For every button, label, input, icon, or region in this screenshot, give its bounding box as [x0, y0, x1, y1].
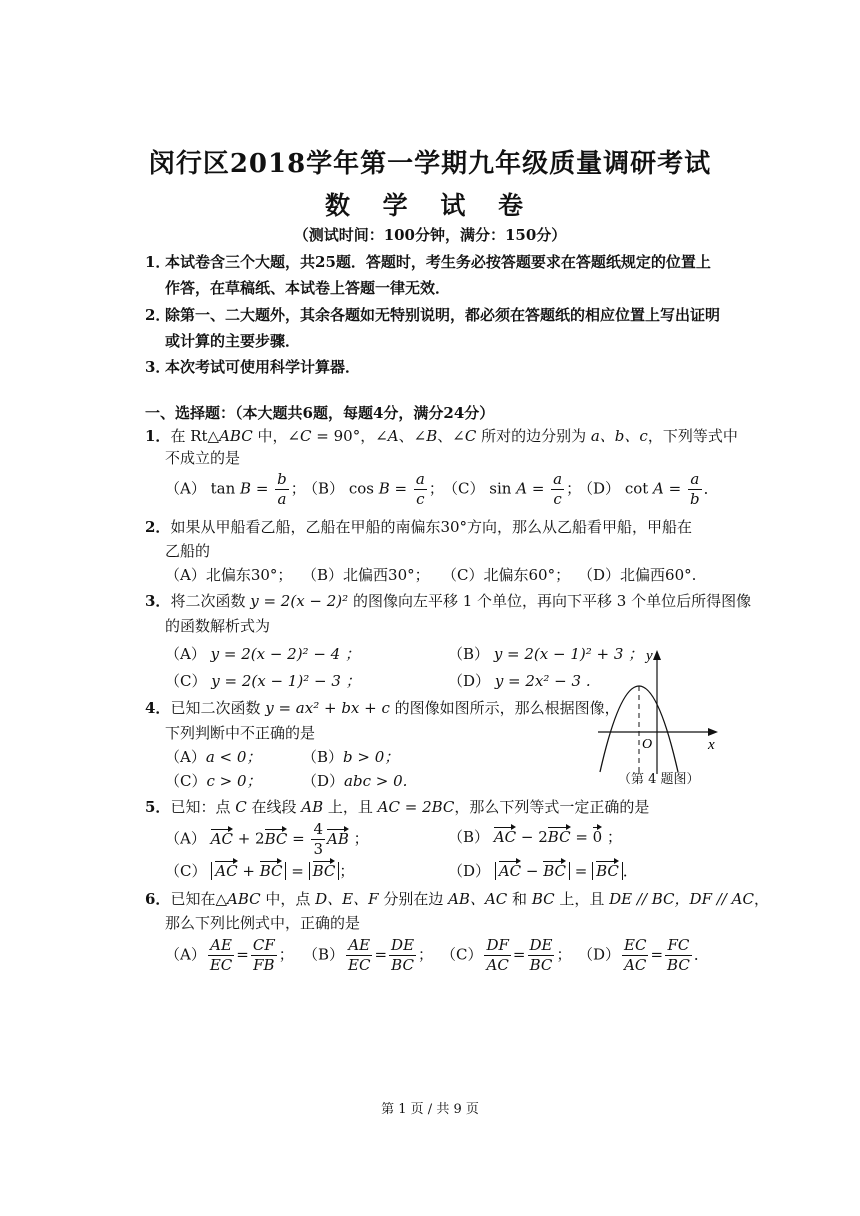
q4-option-c: （C）c > 0；	[165, 772, 262, 790]
note-1-line1: 本试卷含三个大题，共25题．答题时，考生务必按答题要求在答题纸规定的位置上	[165, 253, 711, 271]
exam-info: （测试时间：100分钟，满分：150分）	[293, 226, 567, 244]
parabola-figure	[588, 644, 728, 784]
page-footer: 第 1 页 / 共 9 页	[381, 1102, 479, 1117]
question-4-stem: 4．已知二次函数 y = ax² + bx + c 的图像如图所示，那么根据图像，	[145, 699, 620, 717]
q6-option-a: （A） $\frac{AE}{EC}$ = $\frac{CF}{FB}$ ；	[165, 936, 294, 974]
q1-option-c: （C） sin A = $\frac{a}{c}$ ；	[443, 470, 582, 508]
q1-option-d: （D） cot A = $\frac{a}{b}$ ．	[578, 470, 719, 508]
page-subtitle: 数 学 试 卷	[324, 191, 536, 220]
question-number: 6．	[145, 890, 171, 908]
question-number: 4．	[145, 699, 171, 717]
q3-option-a: （A） y = 2(x − 2)² − 4 ；	[165, 645, 360, 663]
question-3-stem-line2: 的函数解析式为	[165, 617, 271, 635]
note-2-line1: 除第一、二大题外，其余各题如无特别说明，都必须在答题纸的相应位置上写出证明	[165, 306, 721, 324]
question-3-stem: 3．将二次函数 y = 2(x − 2)² 的图像向左平移 1 个单位，再向下平移 3 个单位后所得图像	[145, 592, 752, 610]
question-number: 5．	[145, 798, 171, 816]
question-6-stem: 6．已知在△ABC 中，点 D、E、F 分别在边 AB、AC 和 BC 上，且 DE // BC，DF // AC，	[145, 890, 769, 908]
note-1-line2: 作答，在草稿纸、本试卷上答题一律无效．	[165, 279, 451, 297]
q5-option-d: （D） AC − BC = BC ．	[448, 862, 638, 880]
question-2-stem: 2．如果从甲船看乙船，乙船在甲船的南偏东30°方向，那么从乙船看甲船，甲船在	[145, 518, 693, 536]
x-label: x	[708, 737, 715, 753]
q5-option-a: （A） AC + 2BC = $\frac{4}{3}$ AB ；	[165, 820, 369, 858]
x-axis-arrow	[708, 728, 718, 736]
q6-option-b: （B） $\frac{AE}{EC}$ = $\frac{DE}{BC}$ ；	[303, 936, 434, 974]
q6-option-d: （D） $\frac{EC}{AC}$ = $\frac{FC}{BC}$ ．	[578, 936, 709, 974]
q2-option-a: （A）北偏东30°；	[165, 566, 293, 584]
page-title: 闵行区2018学年第一学期九年级质量调研考试	[148, 149, 712, 179]
note-3-line1: 本次考试可使用科学计算器．	[165, 358, 361, 376]
q2-option-b: （B）北偏西30°；	[302, 566, 430, 584]
figure-caption: （第 4 题图）	[618, 772, 700, 787]
question-number: 3．	[145, 592, 171, 610]
question-6-stem-line2: 那么下列比例式中，正确的是	[165, 914, 361, 932]
q3-option-b: （B） y = 2(x − 1)² + 3 ；	[448, 645, 644, 663]
note-1-num: 1．	[145, 253, 171, 271]
q4-option-d: （D）abc > 0.	[302, 772, 408, 790]
q3-option-c: （C） y = 2(x − 1)² − 3 ；	[165, 672, 361, 690]
note-2-line2: 或计算的主要步骤．	[165, 332, 301, 350]
q1-option-b: （B） cos B = $\frac{a}{c}$ ；	[303, 470, 444, 508]
question-2-stem-line2: 乙船的	[165, 542, 211, 560]
question-number: 2．	[145, 518, 171, 536]
q5-option-b: （B） AC − 2BC = 0 ；	[448, 828, 622, 846]
q1-option-a: （A） tan B = $\frac{b}{a}$ ；	[165, 470, 306, 508]
q3-option-d: （D） y = 2x² − 3 .	[448, 672, 591, 690]
question-5-stem: 5．已知：点 C 在线段 AB 上，且 AC = 2BC，那么下列等式一定正确的是	[145, 798, 650, 816]
note-3-num: 3．	[145, 358, 171, 376]
section-heading: 一、选择题：（本大题共6题，每题4分，满分24分）	[145, 404, 495, 422]
origin-label: O	[642, 737, 653, 752]
note-2-num: 2．	[145, 306, 171, 324]
q4-option-b: （B）b > 0；	[302, 748, 400, 766]
q4-option-a: （A）a < 0；	[165, 748, 262, 766]
question-number: 1．	[145, 427, 171, 445]
question-1-stem-line2: 不成立的是	[165, 449, 241, 467]
y-axis-arrow	[653, 650, 661, 660]
q6-option-c: （C） $\frac{DF}{AC}$ = $\frac{DE}{BC}$ ；	[441, 936, 572, 974]
q2-option-c: （C）北偏东60°；	[442, 566, 571, 584]
question-1-stem: 1．在 Rt△ABC 中，∠C = 90°，∠A、∠B、∠C 所对的边分别为 a、b、c，下列等式中	[145, 427, 738, 445]
q5-option-c: （C） AC + BC = BC ；	[165, 862, 355, 880]
q2-option-d: （D）北偏西60°.	[578, 566, 697, 584]
question-4-stem-line2: 下列判断中不正确的是	[165, 724, 316, 742]
y-label: y	[646, 648, 653, 664]
